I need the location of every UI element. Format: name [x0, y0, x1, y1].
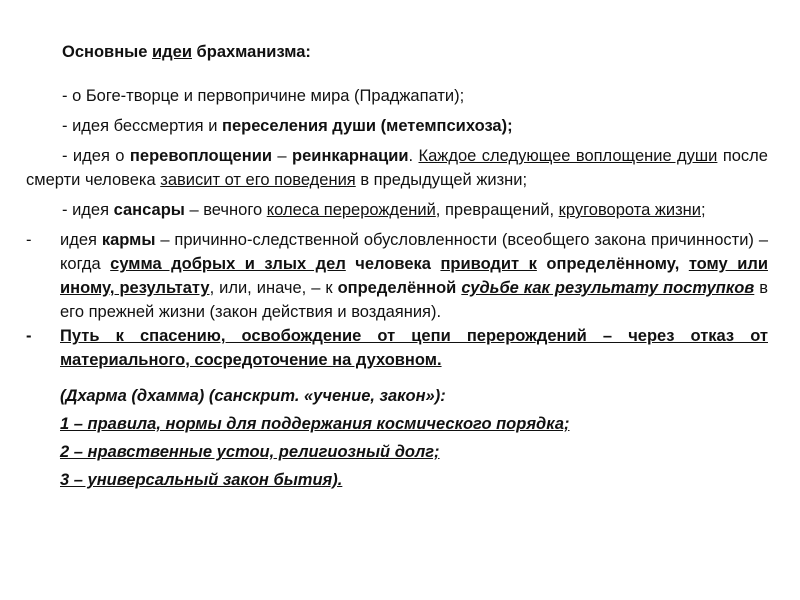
underlined-phrase: тому или иному, результату: [60, 255, 768, 297]
text-run: , превращений,: [435, 201, 559, 219]
path-to-salvation: [26, 324, 768, 372]
title-part: брахманизма: [191, 43, 306, 61]
text-run: в предыдущей жизни;: [355, 171, 528, 189]
text-run: , или, иначе, – к: [209, 279, 338, 297]
bullet-dash: -: [26, 231, 32, 249]
title-colon: :: [305, 43, 311, 61]
title-ideas: идеи: [152, 43, 192, 61]
dharma-item-3: 3 – универсальный закон бытия).: [60, 471, 343, 489]
text-run: идея: [60, 231, 102, 249]
text-run: человека: [345, 255, 441, 273]
karma-term: кармы: [101, 231, 156, 249]
text-run: ;: [700, 201, 706, 219]
underlined-phrase: сумма добрых и злых дел: [110, 255, 346, 273]
text-run: после смерти человека: [26, 147, 768, 189]
text-run: – вечного: [184, 201, 267, 219]
text-body: [26, 40, 768, 496]
underlined-phrase: Каждое следующее воплощение души: [418, 147, 718, 165]
reincarnation-term: перевоплощении: [129, 147, 272, 165]
text-run: в его прежней жизни (закон действия и воздаяния).: [60, 279, 769, 321]
title-part: Основные: [62, 43, 153, 61]
idea-immortality: [26, 114, 768, 138]
bullet-dash: -: [26, 327, 32, 345]
idea-karma: [26, 228, 768, 324]
underlined-phrase: колеса перерождений: [266, 201, 436, 219]
dharma-item-1: 1 – правила, нормы для поддержания космического порядка;: [60, 415, 570, 433]
text-run: .: [408, 147, 419, 165]
metempsychosis-term: переселения души (метемпсихоза);: [222, 117, 513, 135]
dharma-block: [26, 384, 768, 492]
text-run: - идея бессмертия и: [62, 117, 222, 135]
text-run: –: [272, 147, 293, 165]
text-run: определённому,: [536, 255, 689, 273]
samsara-term: сансары: [113, 201, 185, 219]
reincarnation-term: реинкарнации: [292, 147, 409, 165]
underlined-phrase: круговорота жизни: [558, 201, 701, 219]
underlined-phrase: приводит к: [440, 255, 537, 273]
underlined-phrase: зависит от его поведения: [160, 171, 356, 189]
idea-creator-god: - о Боге-творце и первопричине мира (Праджапати);: [62, 87, 465, 105]
dharma-item-2: 2 – нравственные устои, религиозный долг;: [60, 443, 440, 461]
slide-title: [26, 40, 768, 64]
text-run: - идея о: [62, 147, 130, 165]
salvation-text: Путь к спасению, освобождение от цепи перерождений – через отказ от материального, сосредоточение на духовном.: [60, 327, 768, 369]
idea-reincarnation: [26, 144, 768, 192]
text-run: - идея: [62, 201, 114, 219]
text-run: – причинно-следственной обусловленности (всеобщего закона причинности) – когда: [60, 231, 768, 273]
underlined-phrase: судьбе как результату поступков: [461, 279, 755, 297]
idea-samsara: [26, 198, 768, 222]
dharma-heading: (Дхарма (дхамма) (санскрит. «учение, закон»):: [60, 387, 446, 405]
text-run: определённой: [337, 279, 457, 297]
